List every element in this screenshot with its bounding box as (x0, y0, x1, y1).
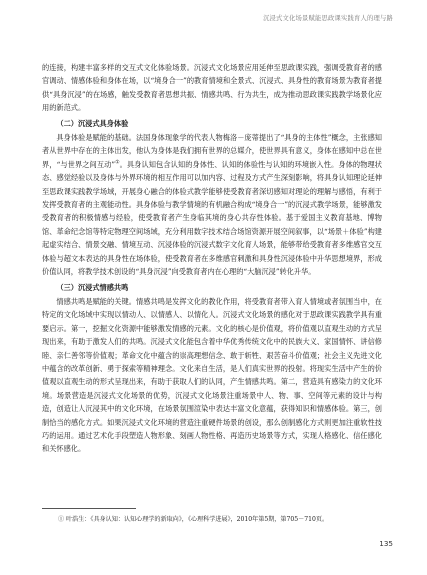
paragraph-embodied-experience (42, 131, 382, 278)
section-heading-emotional-resonance: （三）沉浸式情感共鸣 (56, 282, 129, 292)
footnote-marker: ① (58, 516, 65, 523)
paragraph-part: 具身体验是赋能的基础。法国身体现象学的代表人物梅洛－庞蒂提出了“具身的主体性”概念，主张感知者从世界中存在的主体出发，他认为身体是我们拥有世界的总媒介，使世界具有意义，身体在感知中总在世界，“与世界之间互动” (42, 133, 382, 169)
footnote (58, 515, 378, 524)
running-head: 沉浸式文化场景赋能思政课实践育人的理与路 (263, 15, 393, 22)
body-text (42, 61, 382, 456)
footnote-reference[interactable]: ① (115, 160, 120, 166)
page-number: 135 (379, 539, 393, 548)
footnote-text: 叶浩生：《具身认知：认知心理学的新取向》，《心理科学进展》，2010年第5期，第705－710页。 (66, 516, 329, 523)
paragraph-part: 。具身认知包含认知的身体性、认知的体验性与认知的环境嵌入性。身体的物理状态、感觉经验以及身体与外界环境的相互作用可以加内容、过程及方式产生深刻影响，将具身认知理论延伸至思政课实践教学场域，开展身心融合的体验式教学能够使受教育者深切感知对理论的理解与感悟，有利于发挥受教育者的主观能动性。具身体验与教学情境的有机融合构成“境身合一”的沉浸式教学场景，能够激发受教育者的积极情感与经验，使受教育者产生身临其境的身心共存性体验。基于爱国主义教育基地、博物馆、革命纪念馆等特定物理空间场域，充分利用数字技术结合场馆资源开展空间叙事，以“场景＋体验”构建起虚实结合、情景交融、情境互动、沉浸体验的沉浸式数字文化育人场景，能够带给受教育者多维感官交互体验与超文本表达的具身性在场体验，使受教育者在多维感官刺激和具身性沉浸体验中升华思想境界，形成价值认同，将教学技术创设的“具身沉浸”向受教育者内在心理的“大脑沉浸”转化升华。 (42, 159, 382, 277)
section-heading-embodied-experience: （二）沉浸式具身体验 (56, 118, 129, 128)
paragraph-continued: 的连接，构建丰富多样的交互式文化体验场景。沉浸式文化场景应用延伸至思政课实践，强调受教育者的感官调动、情感体验和身体在场，以“境身合一”的教育情境和全景式、沉浸式、具身性的教育场景为教育者提供“具身沉浸”的在场感，触发受教育者思想共振、情感共鸣、行为共生，成为推动思政课实践教学场景化应用的新范式。 (42, 63, 382, 113)
paragraph-emotional-resonance: 情感共鸣是赋能的关键。情感共鸣是发挥文化的教化作用，将受教育者带入育人情境或者氛围当中，在特定的文化场域中实现以情动人、以情感人、以情化人。沉浸式文化场景的感化对于思政课实践教学具有重要启示。第一，挖掘文化资源中能够激发情感的元素。文化的核心是价值观，将价值观以直观生动的方式呈现出来，有助于激发人们的共鸣。沉浸式文化能包含着中华优秀传统文化中的民族大义、家国情怀、讲信修睦、亲仁善邻等价值观；革命文化中蕴含的崇高理想信念、敢于斩牲、艰苦奋斗价值观；社会主义先进文化中蕴含的改革创新、勇于探索等精神理念。文化来自生活，是人们真实世界的投射。将现实生活中产生的价值观以直观生动的形式呈现出来，有助于获取人们的认同，产生情感共鸣。第二，营造具有感染力的文化环境。场景营造是沉浸式文化场景的优势，沉浸式文化场景注重场景中人、物、事、空间等元素的设计与构造，创造让人沉浸其中的文化环境，在场景氛围渲染中表达丰富文化意蕴，获得知识和情感体验。第三，创制恰当的感化方式。如果沉浸式文化环境的营造注重硬件场景的创设，那么创制感化方式则更加注重软性技巧的运用。通过艺术化手段塑造人物形象、刻画人物性格、再造历史场景等方式，实现人格感化、信任感化和关怀感化。 (42, 296, 382, 454)
footnote-divider (42, 508, 136, 509)
